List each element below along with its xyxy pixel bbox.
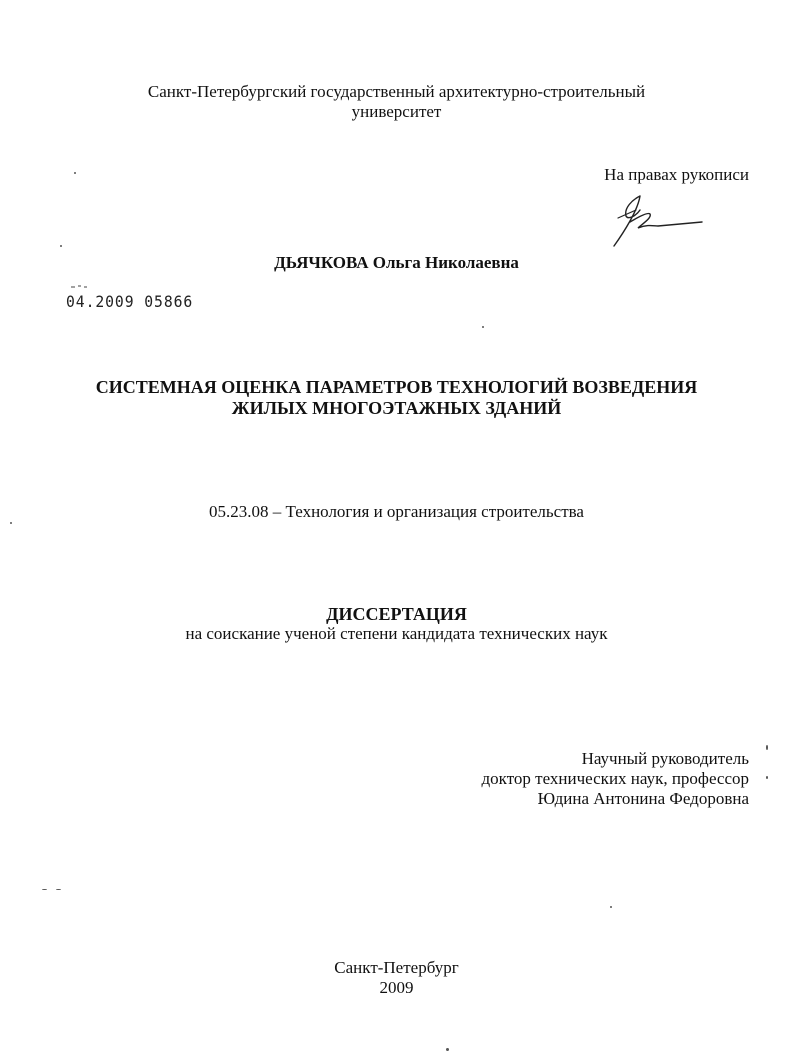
scan-speck xyxy=(60,245,62,247)
title-line-1: СИСТЕМНАЯ ОЦЕНКА ПАРАМЕТРОВ ТЕХНОЛОГИЙ ВОЗВЕДЕНИЯ xyxy=(95,377,698,397)
degree-description: на соискание ученой степени кандидата технических наук xyxy=(185,624,608,643)
scan-speck xyxy=(42,889,47,890)
scan-speck xyxy=(766,776,768,779)
author-name: ДЬЯЧКОВА Ольга Николаевна xyxy=(274,253,519,272)
institution-line-1: Санкт-Петербургский государственный архитектурно-строительный xyxy=(147,82,646,101)
stamp-mark xyxy=(70,282,90,292)
institution-name xyxy=(0,82,793,122)
title-line-2: ЖИЛЫХ МНОГОЭТАЖНЫХ ЗДАНИЙ xyxy=(231,398,562,418)
document-type: ДИССЕРТАЦИЯ xyxy=(326,604,467,624)
supervisor-name: Юдина Антонина Федоровна xyxy=(537,789,749,808)
specialty-code: 05.23.08 – Технология и организация строительства xyxy=(209,502,584,521)
city: Санкт-Петербург xyxy=(334,958,459,977)
supervisor-role: Научный руководитель xyxy=(581,749,749,768)
scientific-supervisor xyxy=(482,749,749,809)
author-signature xyxy=(610,188,710,250)
dissertation-title xyxy=(0,377,793,419)
scan-speck xyxy=(446,1048,449,1051)
scan-speck xyxy=(766,745,768,750)
scan-speck xyxy=(610,906,612,908)
institution-line-2: университет xyxy=(351,102,442,121)
year: 2009 xyxy=(379,978,414,997)
scan-speck xyxy=(482,326,484,328)
manuscript-rights-note: На правах рукописи xyxy=(604,165,749,184)
scan-speck xyxy=(10,522,12,524)
scan-speck xyxy=(74,172,76,174)
scan-speck xyxy=(56,889,61,890)
library-stamp-number: 04.2009 05866 xyxy=(66,292,194,311)
supervisor-credentials: доктор технических наук, профессор xyxy=(481,769,749,788)
